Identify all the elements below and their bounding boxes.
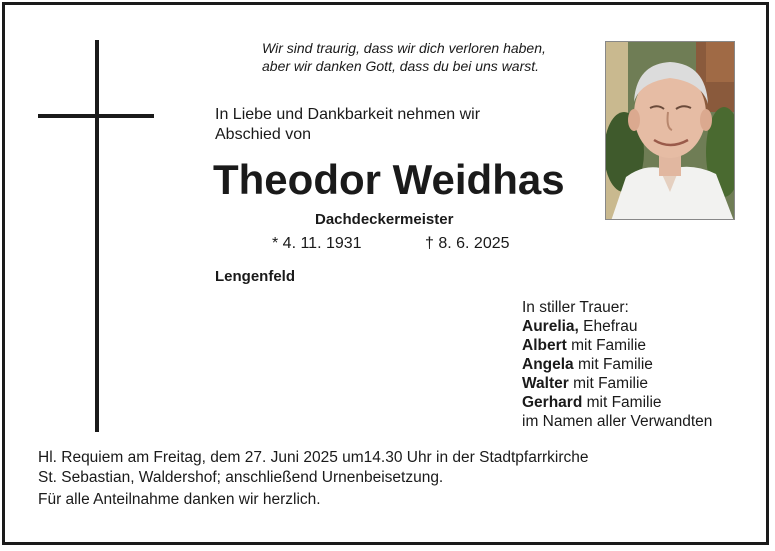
mourner-entry — [522, 355, 712, 374]
mourner-entry — [522, 374, 712, 393]
cross-vertical-bar — [95, 40, 99, 432]
mourner-relation: mit Familie — [568, 375, 649, 392]
mourner-name: Aurelia, — [522, 318, 579, 335]
quote-line-1: Wir sind traurig, dass wir dich verloren haben, — [262, 40, 546, 56]
mourner-relation: mit Familie — [566, 337, 647, 354]
intro-line-2: Abschied von — [215, 126, 312, 143]
mourner-relation: mit Familie — [573, 356, 653, 373]
mourner-name: Angela — [522, 356, 574, 373]
cross-horizontal-bar — [38, 114, 154, 118]
quote-line-2: aber wir danken Gott, dass du bei uns warst. — [262, 58, 540, 74]
mourners-footer: im Namen aller Verwandten — [522, 413, 713, 430]
thanks-text: Für alle Anteilnahme danken wir herzlich. — [38, 491, 321, 508]
mourner-entry — [522, 317, 712, 336]
deceased-profession: Dachdeckermeister — [315, 211, 454, 228]
mourner-entry — [522, 393, 712, 412]
mourner-name: Walter — [522, 375, 569, 392]
death-date: † 8. 6. 2025 — [425, 235, 510, 252]
portrait-photo — [605, 41, 735, 220]
deceased-place: Lengenfeld — [215, 268, 296, 285]
mourner-entry — [522, 336, 712, 355]
service-line-2: St. Sebastian, Waldershof; anschließend Urnenbeisetzung. — [38, 469, 444, 486]
mourners-list — [522, 298, 712, 431]
deceased-name: Theodor Weidhas — [213, 156, 565, 203]
mourners-heading: In stiller Trauer: — [522, 299, 629, 316]
portrait-illustration — [606, 42, 735, 220]
memorial-quote — [262, 39, 592, 75]
intro-text — [215, 105, 480, 145]
intro-line-1: In Liebe und Dankbarkeit nehmen wir — [215, 106, 481, 123]
service-info — [38, 448, 589, 488]
birth-date: * 4. 11. 1931 — [272, 235, 362, 252]
mourner-relation: mit Familie — [582, 394, 662, 411]
mourner-name: Gerhard — [522, 394, 583, 411]
service-line-1: Hl. Requiem am Freitag, dem 27. Juni 2025 um14.30 Uhr in der Stadtpfarrkirche — [38, 449, 589, 466]
mourner-name: Albert — [522, 337, 567, 354]
mourner-relation: Ehefrau — [578, 318, 638, 335]
